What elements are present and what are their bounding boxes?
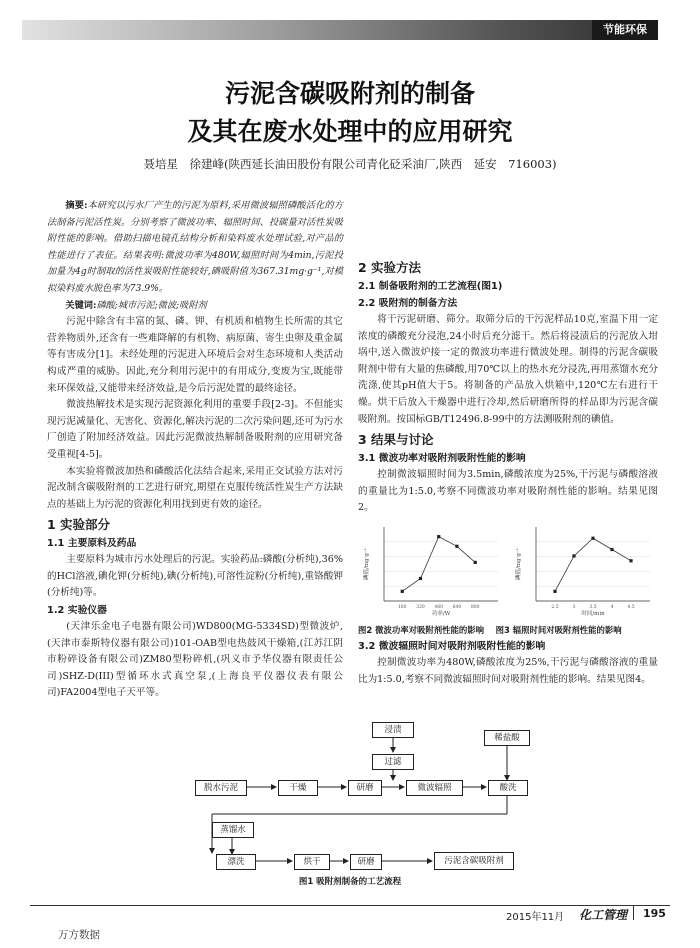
intro-paragraph-1: 污泥中除含有丰富的氮、磷、钾、有机质和植物生长所需的其它营养物质外,还含有一些难降解的有机物、病原菌、寄生虫卵及重金属等有害成分[1]。未经处理的污泥进入环境后会对生态环境和人类活动构成严重的威胁。因此,充分利用污泥中的有用成分,变废为宝,既能带来环保效益,又能带来经济效益,是今后污泥处置的最终途径。 <box>47 316 343 394</box>
chart-time-vs-iodine <box>514 521 656 617</box>
flow-node-soak: 浸渍 <box>372 722 414 738</box>
fig3-caption: 图3 辐照时间对吸附剂性能的影响 <box>495 624 622 635</box>
flow-node-grind-2: 研磨 <box>350 854 382 870</box>
section-banner <box>22 20 658 40</box>
x-tick-label: 4.5 <box>627 604 635 610</box>
x-tick-label: 2.5 <box>551 604 559 610</box>
x-tick-label: 3 <box>572 604 576 610</box>
series-line <box>402 537 475 592</box>
y-axis-label: 碘值/mg·g⁻¹ <box>364 547 370 580</box>
data-point <box>455 545 458 548</box>
intro-paragraph-2: 微波热解技术是实现污泥资源化利用的重要手段[2-3]。不但能实现污泥减量化、无害化、资源化,解决污泥的二次污染问题,还可为污水厂创造了附加经济效益。因此污泥微波热解制备吸附剂的应用研究备受重视[4-5]。 <box>47 399 343 460</box>
x-tick-label: 480 <box>434 604 444 610</box>
x-tick-label: 640 <box>452 604 462 610</box>
flow-node-grind: 研磨 <box>348 780 382 796</box>
section-3-heading: 3 结果与讨论 <box>358 432 434 448</box>
data-point <box>572 554 575 557</box>
abstract-text: 本研究以污水厂产生的污泥为原料,采用微波辐照磷酸活化的方法制备污泥活性炭。分别考察了微波功率、辐照时间、投碳量对活性炭吸附性能的影响。借助扫描电镜孔结构分析和染料废水处理试验,对产品的性能进行了表征。结果表明:微波功率为480W,辐照时间为4min,污泥投加量为4g时制取的活性炭吸附性能较好,碘吸附值为367.31mg·g⁻¹,对模拟染料废水脱色率为73.9%。 <box>47 200 343 294</box>
abstract <box>47 198 343 298</box>
right-column <box>358 198 658 688</box>
x-tick-label: 3.5 <box>589 604 597 610</box>
flow-node-microwave: 微波辐照 <box>406 780 463 796</box>
flow-node-dry: 干燥 <box>278 780 318 796</box>
fig1-caption: 图1 吸附剂制备的工艺流程 <box>298 877 402 887</box>
section-2-2-text: 将干污泥研磨、筛分。取筛分后的干污泥样品10克,室温下用一定浓度的磷酸充分浸泡,24小时后充分滤干。然后将浸渍后的污泥放入坩埚中,送入微波炉接一定的微波功率进行微波处理。制得的污泥含碳吸附剂中带有大量的焦磷酸,用70℃以上的热水充分浸洗,再用蒸馏水充分洗涤,使其pH值大于5。将制备的产品放入烘箱中,120℃左右进行干燥。烘干后放入干燥器中进行冷却,然后研磨所得的样品即为污泥含碳吸附剂。按国标GB/T12496.8-99中的方法测吸附剂的碘值。 <box>358 314 658 425</box>
x-tick-label: 800 <box>470 604 480 610</box>
section-tag: 节能环保 <box>592 20 658 40</box>
figure-captions <box>358 623 658 638</box>
data-point <box>401 590 404 593</box>
footer-separator <box>633 906 634 920</box>
section-3-1-heading: 3.1 微波功率对吸附剂吸附性能的影响 <box>358 453 526 465</box>
flow-node-filter: 过滤 <box>372 754 414 770</box>
section-3-1-text: 控制微波辐照时间为3.5min,磷酸浓度为25%,干污泥与磷酸溶液的重量比为1:5.0,考察不同微波功率对吸附剂性能的影响。结果见图2。 <box>358 469 658 514</box>
intro-paragraph-3: 本实验将微波加热和磷酸活化法结合起来,采用正交试验方法对污泥改制含碳吸附剂的工艺进行研究,期望在克服传统活性炭生产方法缺点的基础上为污泥的资源化利用找到更有效的途径。 <box>47 465 343 510</box>
article-title-line2: 及其在废水处理中的应用研究 <box>187 117 513 146</box>
watermark-text: 万方数据 <box>58 929 100 941</box>
data-point <box>553 590 556 593</box>
data-point <box>629 559 632 562</box>
keywords-text: 磷酸;城市污泥;微波;吸附剂 <box>96 299 207 311</box>
series-line <box>555 538 631 591</box>
footer-date: 2015年11月 <box>506 912 565 923</box>
authors-affiliation: 聂培星 徐建峰(陕西延长油田股份有限公司青化砭采油厂,陕西 延安 716003) <box>143 157 557 171</box>
flow-node-bake: 烘干 <box>294 854 330 870</box>
abstract-label: 摘要: <box>65 200 88 211</box>
section-3-2-text: 控制微波功率为480W,磷酸浓度为25%,干污泥与磷酸溶液的重量比为1:5.0,考察不同微波辐照时间对吸附剂性能的影响。结果见图4。 <box>358 656 658 685</box>
section-2-1-heading: 2.1 制备吸附剂的工艺流程(图1) <box>358 281 503 292</box>
flow-node-dewatered-sludge: 脱水污泥 <box>195 780 247 796</box>
flow-node-acid-wash: 酸洗 <box>488 780 528 796</box>
chart-power-vs-iodine <box>362 521 504 617</box>
section-2-heading: 2 实验方法 <box>358 260 422 275</box>
data-point <box>419 577 422 580</box>
x-tick-label: 160 <box>397 604 407 610</box>
flow-node-product: 污泥含碳吸附剂 <box>434 852 514 870</box>
x-tick-label: 320 <box>416 604 425 610</box>
footer-rule <box>30 905 670 906</box>
section-1-heading: 1 实验部分 <box>47 517 111 533</box>
process-flowchart <box>0 716 700 896</box>
x-axis-label: 功率/W <box>431 610 451 617</box>
data-point <box>474 561 477 564</box>
keywords <box>47 298 343 315</box>
section-2-2-heading: 2.2 吸附剂的制备方法 <box>358 298 458 309</box>
flow-node-wash: 漂洗 <box>216 854 256 870</box>
section-1-2-text: (天津乐金电子电器有限公司)WD800(MG-5334SD)型微波炉,(天津市泰斯特仪器有限公司)101-OAB型电热鼓风干燥箱,(江苏江阴市粉碎设备有限公司)ZM80型粉碎机,(巩义市予华仪器有限责任公司)SHZ-D(III)型循环水式真空泵,(上海良平仪器仪表有限公司)FA2004型电子天平等。 <box>47 621 343 699</box>
data-point <box>437 535 440 538</box>
page-number: 195 <box>643 907 666 920</box>
article-title-line1: 污泥含碳吸附剂的制备 <box>224 79 475 108</box>
section-1-2-heading: 1.2 实验仪器 <box>47 605 107 617</box>
fig2-caption: 图2 微波功率对吸附剂性能的影响 <box>358 624 484 635</box>
section-1-1-heading: 1.1 主要原料及药品 <box>47 538 137 550</box>
x-axis-label: 时间/min <box>581 610 605 617</box>
keywords-label: 关键词: <box>65 299 97 311</box>
footer-journal-name: 化工管理 <box>579 908 628 922</box>
section-1-1-text: 主要原料为城市污水处理后的污泥。实验药品:磷酸(分析纯),36%的HCl溶液,碘化钾(分析纯),碘(分析纯),可溶性淀粉(分析纯),重铬酸钾(分析纯)等。 <box>47 554 343 599</box>
flow-node-distilled-water: 蒸馏水 <box>212 822 254 838</box>
left-column <box>47 198 343 702</box>
y-axis-label: 碘值/mg·g⁻¹ <box>516 547 522 580</box>
flow-node-dilute-acid: 稀盐酸 <box>484 730 530 746</box>
section-3-2-heading: 3.2 微波辐照时间对吸附剂吸附性能的影响 <box>358 640 546 652</box>
x-tick-label: 4 <box>610 604 614 610</box>
data-point <box>610 548 613 551</box>
data-point <box>591 537 594 540</box>
charts-row <box>358 521 658 621</box>
